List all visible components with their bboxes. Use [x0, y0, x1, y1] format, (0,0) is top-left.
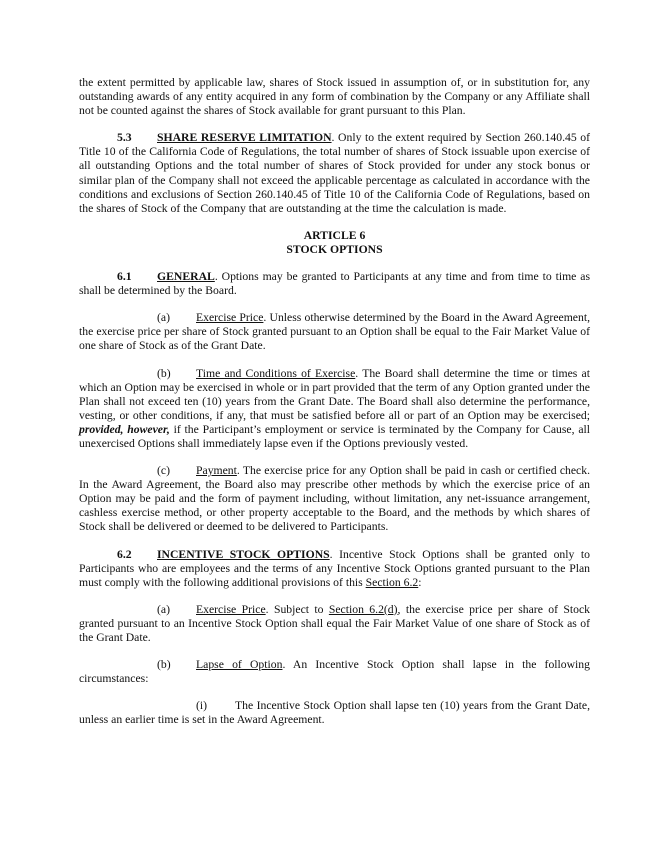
subsection-text: . The Board shall determine the time or times at which an Option may be exercised in whole or in part provided that the term of any Option granted under the Plan shall not exceed ten (10) years from the Grant Date. The Board shall also determine the performance, vesting, or other conditions, if any, that must be satisfied before all or part of an Option may be exercised;	[79, 366, 590, 422]
subsection-label: (a)	[157, 602, 170, 616]
article-heading	[79, 229, 590, 257]
section-number: 6.1	[117, 270, 132, 284]
subsection-heading: Exercise Price	[196, 602, 266, 616]
subsection-label: (a)	[157, 311, 170, 325]
subsection-label: (b)	[157, 658, 171, 672]
subsection-text: . The exercise price for any Option shall be paid in cash or certified check. In the Award Agreement, the Board also may prescribe other methods by which the exercise price of an Option may be paid and the form of payment including, without limitation, any net-issuance arrangement, cashless exercise method, or other property acceptable to the Board, and the methods by which shares of Stock shall be delivered or deemed to be delivered to Participants.	[79, 464, 590, 534]
section-6-2-b-i	[79, 699, 590, 727]
section-text: . Incentive Stock Options shall be granted only to Participants who are employees and the terms of any Incentive Stock Options granted pursuant to the Plan must comply with the following additional provisions of this	[79, 547, 590, 589]
section-heading: SHARE RESERVE LIMITATION	[157, 131, 332, 145]
emphasis-text: provided, however,	[79, 422, 170, 436]
section-6-2	[79, 548, 590, 590]
subsection-text-cont: , the exercise price per share of Stock granted pursuant to an Incentive Stock Option shall equal the Fair Market Value of one share of Stock as of the Grant Date.	[79, 602, 591, 644]
section-5-3	[79, 131, 590, 216]
subsection-text-cont: if the Participant’s employment or service is terminated by the Company for Cause, all unexercised Options shall immediately lapse even if the Options previously vested.	[79, 422, 591, 450]
section-heading: GENERAL	[157, 270, 215, 284]
section-heading: INCENTIVE STOCK OPTIONS	[157, 547, 330, 561]
subsection-heading: Time and Conditions of Exercise	[196, 366, 356, 380]
article-title: STOCK OPTIONS	[286, 242, 383, 256]
intro-text: the extent permitted by applicable law, shares of Stock issued in assumption of, or in substitution for, any outstanding awards of any entity acquired in any form of combination by the Company or any Affiliate shall not be counted against the shares of Stock available for grant pursuant to this Plan.	[79, 76, 590, 118]
subsection-text: . Subject to	[265, 602, 329, 616]
section-6-1-c	[79, 464, 590, 534]
clause-text: The Incentive Stock Option shall lapse ten (10) years from the Grant Date, unless an earlier time is set in the Award Agreement.	[79, 699, 590, 727]
intro-paragraph	[79, 76, 590, 118]
section-number: 5.3	[117, 131, 132, 145]
section-text: . Only to the extent required by Section 260.140.45 of Title 10 of the California Code of Regulations, the total number of shares of Stock issuable upon exercise of all outstanding Options and the total number of shares of Stock provided for under any stock bonus or similar plan of the Company shall not exceed the applicable percentage as calculated in accordance with the conditions and exclusions of Section 260.140.45 of Title 10 of the California Code of Regulations, based on the shares of Stock of the Company that are outstanding at the time the calculation is made.	[79, 131, 590, 215]
section-text-end: :	[418, 575, 422, 589]
section-6-2-a	[79, 603, 590, 645]
subsection-text: . An Incentive Stock Option shall lapse in the following circumstances:	[79, 658, 590, 686]
section-text: . Options may be granted to Participants at any time and from time to time as shall be determined by the Board.	[79, 270, 590, 298]
subsection-heading: Lapse of Option	[196, 658, 283, 672]
subsection-heading: Payment	[196, 464, 237, 478]
section-reference: Section 6.2	[365, 575, 419, 589]
subsection-label: (b)	[157, 366, 171, 380]
section-6-1-a	[79, 311, 590, 353]
section-6-1-b	[79, 367, 590, 452]
article-number: ARTICLE 6	[303, 228, 366, 242]
section-number: 6.2	[117, 547, 132, 561]
section-6-1	[79, 270, 590, 298]
subsection-label: (c)	[157, 464, 170, 478]
section-reference: Section 6.2(d)	[328, 602, 398, 616]
document-page	[79, 76, 590, 740]
clause-label: (i)	[196, 699, 208, 713]
section-6-2-b	[79, 658, 590, 686]
subsection-heading: Exercise Price	[196, 311, 264, 325]
subsection-text: . Unless otherwise determined by the Board in the Award Agreement, the exercise price per share of Stock granted pursuant to an Option shall be equal to the Fair Market Value of one share of Stock as of the Grant Date.	[79, 311, 590, 353]
